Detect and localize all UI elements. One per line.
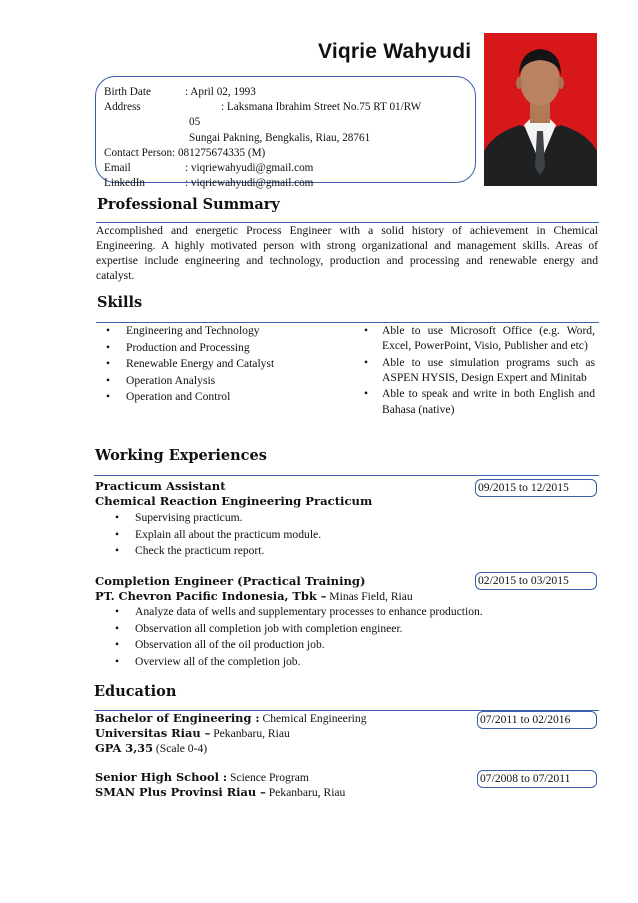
address-line-3: Sungai Pakning, Bengkalis, Riau, 28761 <box>189 131 371 144</box>
experience-heading: Working Experiences <box>95 447 267 464</box>
job-duty-item: • Observation all of the oil production job. <box>105 637 595 654</box>
skills-right-list <box>362 323 595 418</box>
school-line <box>95 785 345 799</box>
job-duty-item: • Observation all completion job with completion engineer. <box>105 621 595 638</box>
email-value[interactable]: : viqriewahyudi@gmail.com <box>185 162 314 175</box>
job-duty-item: • Explain all about the practicum module. <box>105 527 585 544</box>
school-location: Pekanbaru, Riau <box>210 727 290 740</box>
skills-left-list <box>96 323 361 406</box>
skill-item: • Operation and Control <box>96 389 361 406</box>
birth-date-value: : April 02, 1993 <box>185 86 256 98</box>
address-label: Address <box>104 101 141 114</box>
linkedin-label: LinkedIn <box>104 177 146 190</box>
job-duty-item: • Analyze data of wells and supplementary processes to enhance production. <box>105 604 595 621</box>
skill-item: • Able to use Microsoft Office (e.g. Word, Excel, PowerPoint, Visio, Publisher and etc) <box>362 323 595 354</box>
job-role: Practicum Assistant <box>95 479 226 493</box>
birth-date-label: Birth Date <box>104 86 151 98</box>
degree-field: Science Program <box>227 771 309 784</box>
education-dates: 07/2011 to 02/2016 <box>477 711 597 729</box>
contact-details <box>104 85 474 191</box>
skills-heading: Skills <box>97 294 143 311</box>
person-portrait-icon <box>484 33 597 186</box>
job-dates: 09/2015 to 12/2015 <box>475 479 597 497</box>
school-location: Pekanbaru, Riau <box>265 786 346 799</box>
job-role: Completion Engineer (Practical Training) <box>95 574 366 588</box>
job-company: PT. Chevron Pacific Indonesia, Tbk – <box>95 589 327 603</box>
degree-line <box>95 711 367 725</box>
skill-item: • Renewable Energy and Catalyst <box>96 356 361 373</box>
skill-item: • Able to speak and write in both English and Bahasa (native) <box>362 386 595 417</box>
job-duties-list <box>105 604 595 670</box>
degree-field: Chemical Engineering <box>259 712 367 725</box>
address-line-1: : Laksmana Ibrahim Street No.75 RT 01/RW <box>221 101 422 114</box>
skill-item: • Operation Analysis <box>96 373 361 390</box>
gpa-scale: (Scale 0-4) <box>153 742 208 755</box>
skill-item: • Production and Processing <box>96 340 361 357</box>
education-dates: 07/2008 to 07/2011 <box>477 770 597 788</box>
candidate-name: Viqrie Wahyudi <box>318 40 472 63</box>
school-line <box>95 726 290 740</box>
summary-text: Accomplished and energetic Process Engineer with a solid history of achievement in Chemical Engineering. A highly motivated person with strong organizational and management skills. Areas of expertise include engineering and technology, production and processing and renewable energy and catalyst. <box>96 224 598 282</box>
education-heading: Education <box>94 683 177 700</box>
job-organization <box>95 589 413 603</box>
linkedin-value[interactable]: : viqriewahyudi@gmail.com <box>185 177 314 190</box>
summary-heading: Professional Summary <box>97 196 280 213</box>
job-duties-list <box>105 510 585 560</box>
gpa-line <box>95 741 207 755</box>
degree-name: Bachelor of Engineering : <box>95 711 260 725</box>
profile-photo <box>484 33 597 186</box>
job-duty-item: • Check the practicum report. <box>105 543 585 560</box>
experience-divider <box>94 475 599 476</box>
job-dates: 02/2015 to 03/2015 <box>475 572 597 590</box>
address-line-2: 05 <box>189 116 201 129</box>
job-location: Minas Field, Riau <box>326 590 413 603</box>
contact-person: Contact Person: 081275674335 (M) <box>104 146 266 159</box>
job-duty-item: • Supervising practicum. <box>105 510 585 527</box>
degree-line <box>95 770 309 784</box>
skill-item: • Able to use simulation programs such as ASPEN HYSIS, Design Expert and Minitab <box>362 355 595 386</box>
job-organization: Chemical Reaction Engineering Practicum <box>95 494 373 508</box>
degree-name: Senior High School : <box>95 770 228 784</box>
email-label: Email <box>104 162 131 175</box>
skill-item: • Engineering and Technology <box>96 323 361 340</box>
school-name: Universitas Riau – <box>95 726 211 740</box>
school-name: SMAN Plus Provinsi Riau – <box>95 785 266 799</box>
job-duty-item: • Overview all of the completion job. <box>105 654 595 671</box>
gpa-value: GPA 3,35 <box>95 741 154 755</box>
